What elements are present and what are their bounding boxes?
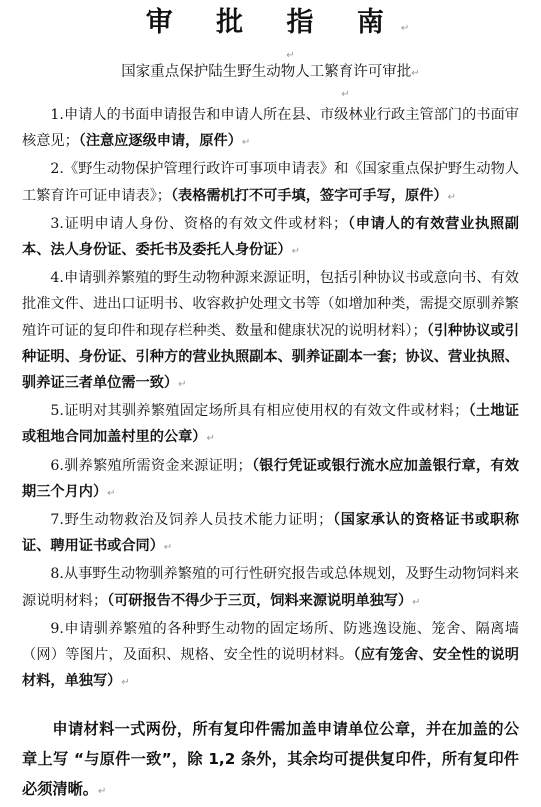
empty-line <box>22 84 519 100</box>
list-item <box>22 156 519 210</box>
item-text: 驯养繁殖所需资金来源证明； <box>63 457 252 474</box>
item-note: （土地证或租地合同加盖村里的公章） <box>22 403 519 446</box>
paragraph-mark-icon: ↵ <box>178 379 187 391</box>
document-subtitle <box>22 62 519 84</box>
requirement-list <box>22 102 519 696</box>
item-number: 4. <box>50 270 64 287</box>
item-note: （国家承认的资格证书或职称证、聘用证书或合同） <box>22 512 519 555</box>
item-note: （可研报告不得少于三页，饲料来源说明单独写） <box>107 592 413 609</box>
item-text: 证明对其驯养繁殖固定场所具有相应使用权的有效文件或材料； <box>63 403 469 420</box>
list-item <box>22 265 519 398</box>
item-note: （表格需机打不可手填，签字可手写，原件） <box>170 187 448 204</box>
item-note: （应有笼舍、安全性的说明材料，单独写） <box>22 647 519 690</box>
paragraph-mark-icon: ↵ <box>341 89 350 100</box>
item-note: （引种协议或引种证明、身份证、引种方的营业执照副本、驯养证副本一套；协议、营业执照、驯养证三者单位需一致） <box>22 322 520 392</box>
paragraph-mark-icon: ↵ <box>400 23 410 34</box>
item-text: 从事野生动物驯养繁殖的可行性研究报告或总体规划，及野生动物饲料来源说明材料； <box>22 566 519 609</box>
paragraph-mark-icon: ↵ <box>121 677 130 689</box>
item-number: 1. <box>50 107 64 123</box>
empty-line <box>22 46 519 60</box>
document-subtitle-text: 国家重点保护陆生野生动物人工繁育许可审批 <box>121 64 412 80</box>
list-item <box>22 398 519 452</box>
paragraph-mark-icon: ↵ <box>411 68 420 79</box>
list-item <box>22 453 519 507</box>
paragraph-mark-icon: ↵ <box>447 191 457 203</box>
list-item <box>22 561 519 615</box>
list-item <box>22 102 519 156</box>
item-note: （申请人的有效营业执照副本、法人身份证、委托书及委托人身份证） <box>22 215 519 259</box>
paragraph-mark-icon: ↵ <box>206 433 215 445</box>
item-note: （银行凭证或银行流水应加盖银行章，有效期三个月内） <box>22 457 519 500</box>
closing-text: 申请材料一式两份，所有复印件需加盖申请单位公章，并在加盖的公章上写 “与原件一致”，除 1,2 条外，其余均可提供复印件，所有复印件必须清晰。 <box>22 720 519 799</box>
spacer <box>22 696 519 704</box>
item-number: 2. <box>50 161 64 178</box>
closing-paragraph <box>22 714 519 807</box>
paragraph-mark-icon: ↵ <box>97 786 107 798</box>
document-title <box>22 6 519 46</box>
item-number: 8. <box>50 566 64 583</box>
item-number: 7. <box>50 512 64 529</box>
paragraph-mark-icon: ↵ <box>291 246 300 258</box>
item-text: 申请驯养繁殖的各种野生动物的固定场所、防逃逸设施、笼舍、隔离墙（网）等图片，及面积、规格、安全性的说明材料。 <box>22 620 519 664</box>
item-number: 6. <box>50 457 64 474</box>
item-text: 《野生动物保护管理行政许可事项申请表》和《国家重点保护野生动物人工繁育许可证申请表》； <box>22 161 519 204</box>
list-item <box>22 211 519 265</box>
paragraph-mark-icon: ↵ <box>286 50 295 61</box>
item-text: 申请人的书面申请报告和申请人所在县、市级林业行政主管部门的书面审核意见； <box>22 107 519 150</box>
document-title-text: 审 批 指 南 <box>145 7 401 38</box>
item-number: 9. <box>50 620 64 637</box>
list-item <box>22 616 519 697</box>
item-text: 证明申请人身份、资格的有效文件或材料； <box>63 215 348 232</box>
item-text: 野生动物救治及饲养人员技术能力证明； <box>63 512 333 529</box>
paragraph-mark-icon: ↵ <box>163 542 173 554</box>
item-text: 申请驯养繁殖的野生动物种源来源证明，包括引种协议书或意向书、有效批准文件、进出口证明书、收容救护处理文书等（如增加种类，需提交原驯养繁殖许可证的复印件和现存栏种类、数量和健康状况的说明材料）； <box>22 270 519 339</box>
paragraph-mark-icon: ↵ <box>412 596 421 608</box>
item-number: 3. <box>50 215 64 232</box>
list-item <box>22 507 519 561</box>
item-number: 5. <box>50 403 64 420</box>
paragraph-mark-icon: ↵ <box>107 487 116 499</box>
paragraph-mark-icon: ↵ <box>241 137 251 149</box>
item-note: （注意应逐级申请，原件） <box>78 133 242 150</box>
